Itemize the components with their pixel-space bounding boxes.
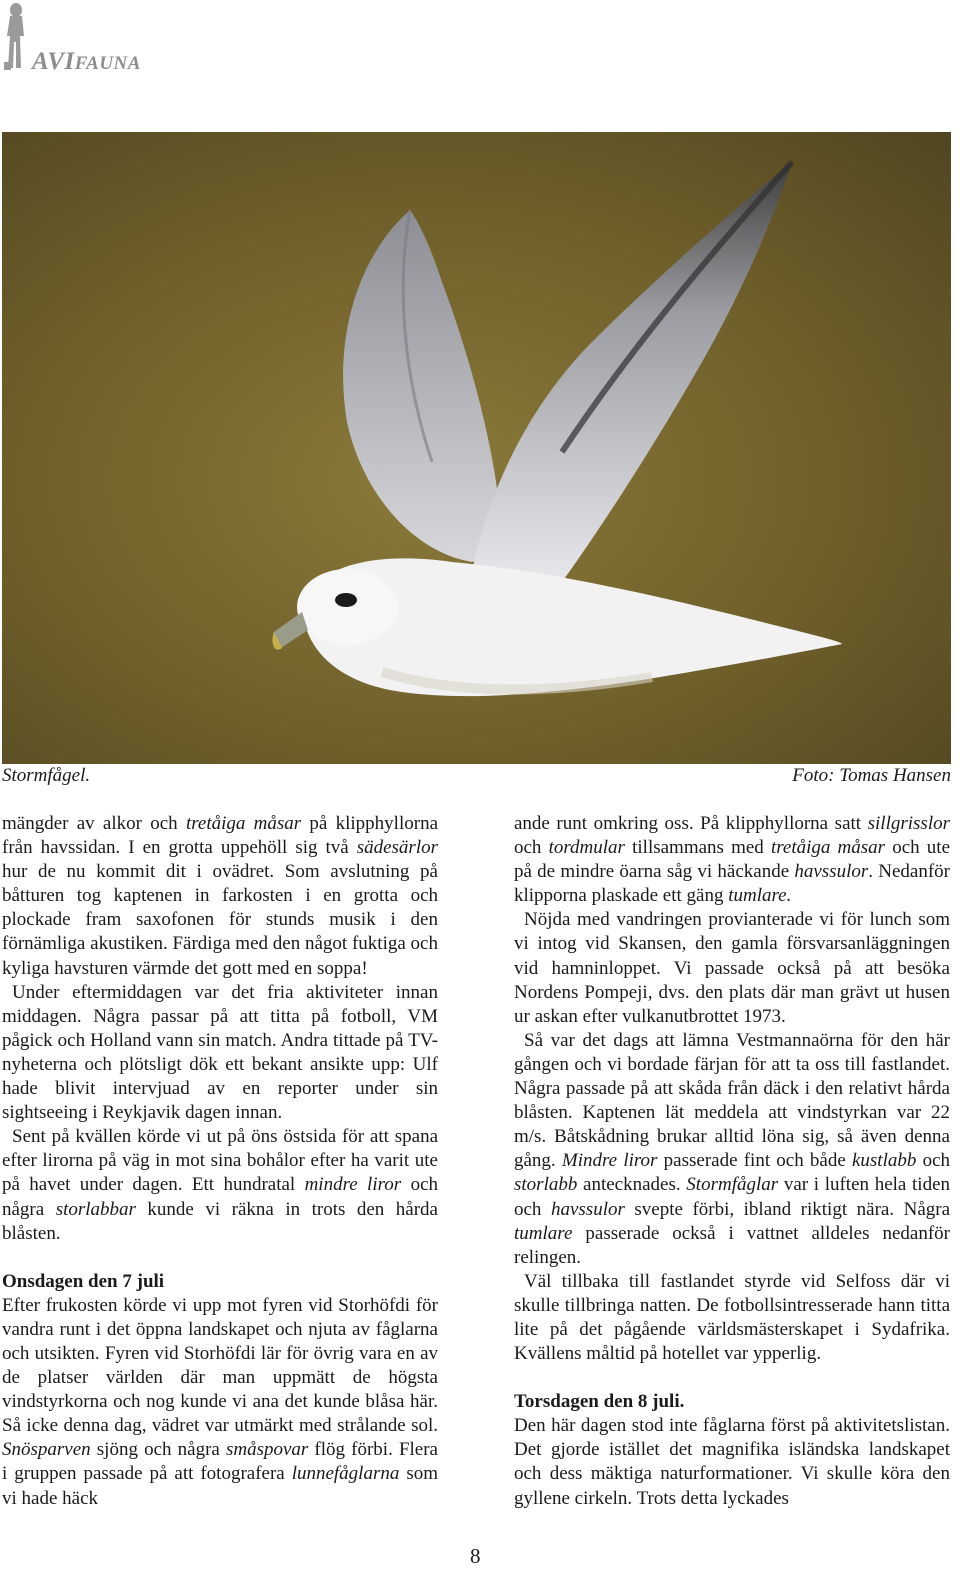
fulmar-photo [2,132,951,764]
logo-wordmark: AVIFAUNA [32,48,141,75]
right-column [514,812,950,1511]
section-heading: Onsdagen den 7 juli [2,1270,165,1292]
paragraph: Så var det dags att lämna Vestmannaörna för den här gången och vi bordade färjan för att ta oss till fastlandet. Några passade på att skåda från däck i den relativt hårda blåsten. Kaptenen lät meddela att vindstyrkan var 22 m/s. Båtskådning brukar alltid löna sig, så även denna gång. Mindre liror passerade fint och både kustlabb och storlabb antecknades. Stormfåglar var i luften hela tiden och havssulor svepte förbi, ibland riktigt nära. Några tumlare passerade också i vattnet alldeles nedanför relingen. [514,1029,951,1268]
section-heading: Torsdagen den 8 juli. [514,1391,685,1413]
paragraph: ande runt omkring oss. På klipphyllorna satt sillgrisslor och tordmular tillsammans med tretåiga måsar och ute på de mindre öarna såg vi häckande havssulor. Nedanför klipporna plaskade ett gäng tumlare. [514,813,951,907]
paragraph: Under eftermiddagen var det fria aktiviteter innan middagen. Några passar på att titta på fotboll, VM pågick och Holland vann sin match. Andra tittade på TV-nyheterna och plötsligt dök ett bekant ansikte upp: Ulf hade blivit intervjuad av en reporter under sin sightseeing i Reykjavik dagen innan. [2,981,438,1124]
paragraph: Efter frukosten körde vi upp mot fyren vid Storhöfdi för vandra runt i det öppna landskapet och njuta av fåglarna och utsikten. Fyren vid Storhöfdi lär för övrig vara en av de platser världen där man uppmätt de högsta vindstyrkorna och nog kunde vi ana det kunde blåsa här. Så icke denna dag, vädret var utmärkt med strålande sol. Snösparven sjöng och några småspovar flög förbi. Flera i gruppen passade på att fotografera lunnefåglarna som vi hade häck [2,1294,438,1509]
left-column [2,812,438,1511]
paragraph: Väl tillbaka till fastlandet styrde vid Selfoss där vi skulle tillbringa natten. De fotbollsintresserade hann titta lite på det pågående världsmästerskapet i Sydafrika. Kvällens måltid på hotellet var ypperlig. [514,1270,950,1365]
paragraph: Nöjda med vandringen provianterade vi för lunch som vi intog vid Skansen, den gamla försvarsanläggningen vid hamninloppet. Vi passade också på att besöka Nordens Pompeji, dvs. den plats där man grävt ut husen ur askan efter vulkanutbrottet 1973. [514,909,950,1027]
page-number: 8 [470,1544,481,1568]
paragraph: mängder av alkor och tretåiga måsar på klipphyllorna från havssidan. I en grotta uppehöll sig två sädesärlor hur de nu kommit dit i ovädret. Som avslutning på båtturen tog kaptenen in farkosten i en grotta och plockade fram saxofonen för stunds musik i den förnämliga akustiken. Färdiga med den något fuktiga och kyliga havsturen värmde det gott med en soppa! [2,813,439,979]
paragraph: Sent på kvällen körde vi ut på öns östsida för att spana efter lirorna på väg in mot sina bohålor efter ha varit ute på havet under dagen. Ett hundratal mindre liror och några storlabbar kunde vi räkna in trots den hårda blåsten. [2,1126,439,1244]
birdwatcher-icon [2,2,32,74]
photo-credit: Foto: Tomas Hansen [792,765,951,786]
avifauna-logo [2,0,192,80]
paragraph: Den här dagen stod inte fåglarna först på aktivitetslistan. Det gjorde istället det magnifika isländska landskapet och dess mäktiga naturformationer. Vi skulle köra den gyllene cirkeln. Trots detta lyckades [514,1415,950,1509]
photo-caption: Stormfågel. [2,765,91,786]
